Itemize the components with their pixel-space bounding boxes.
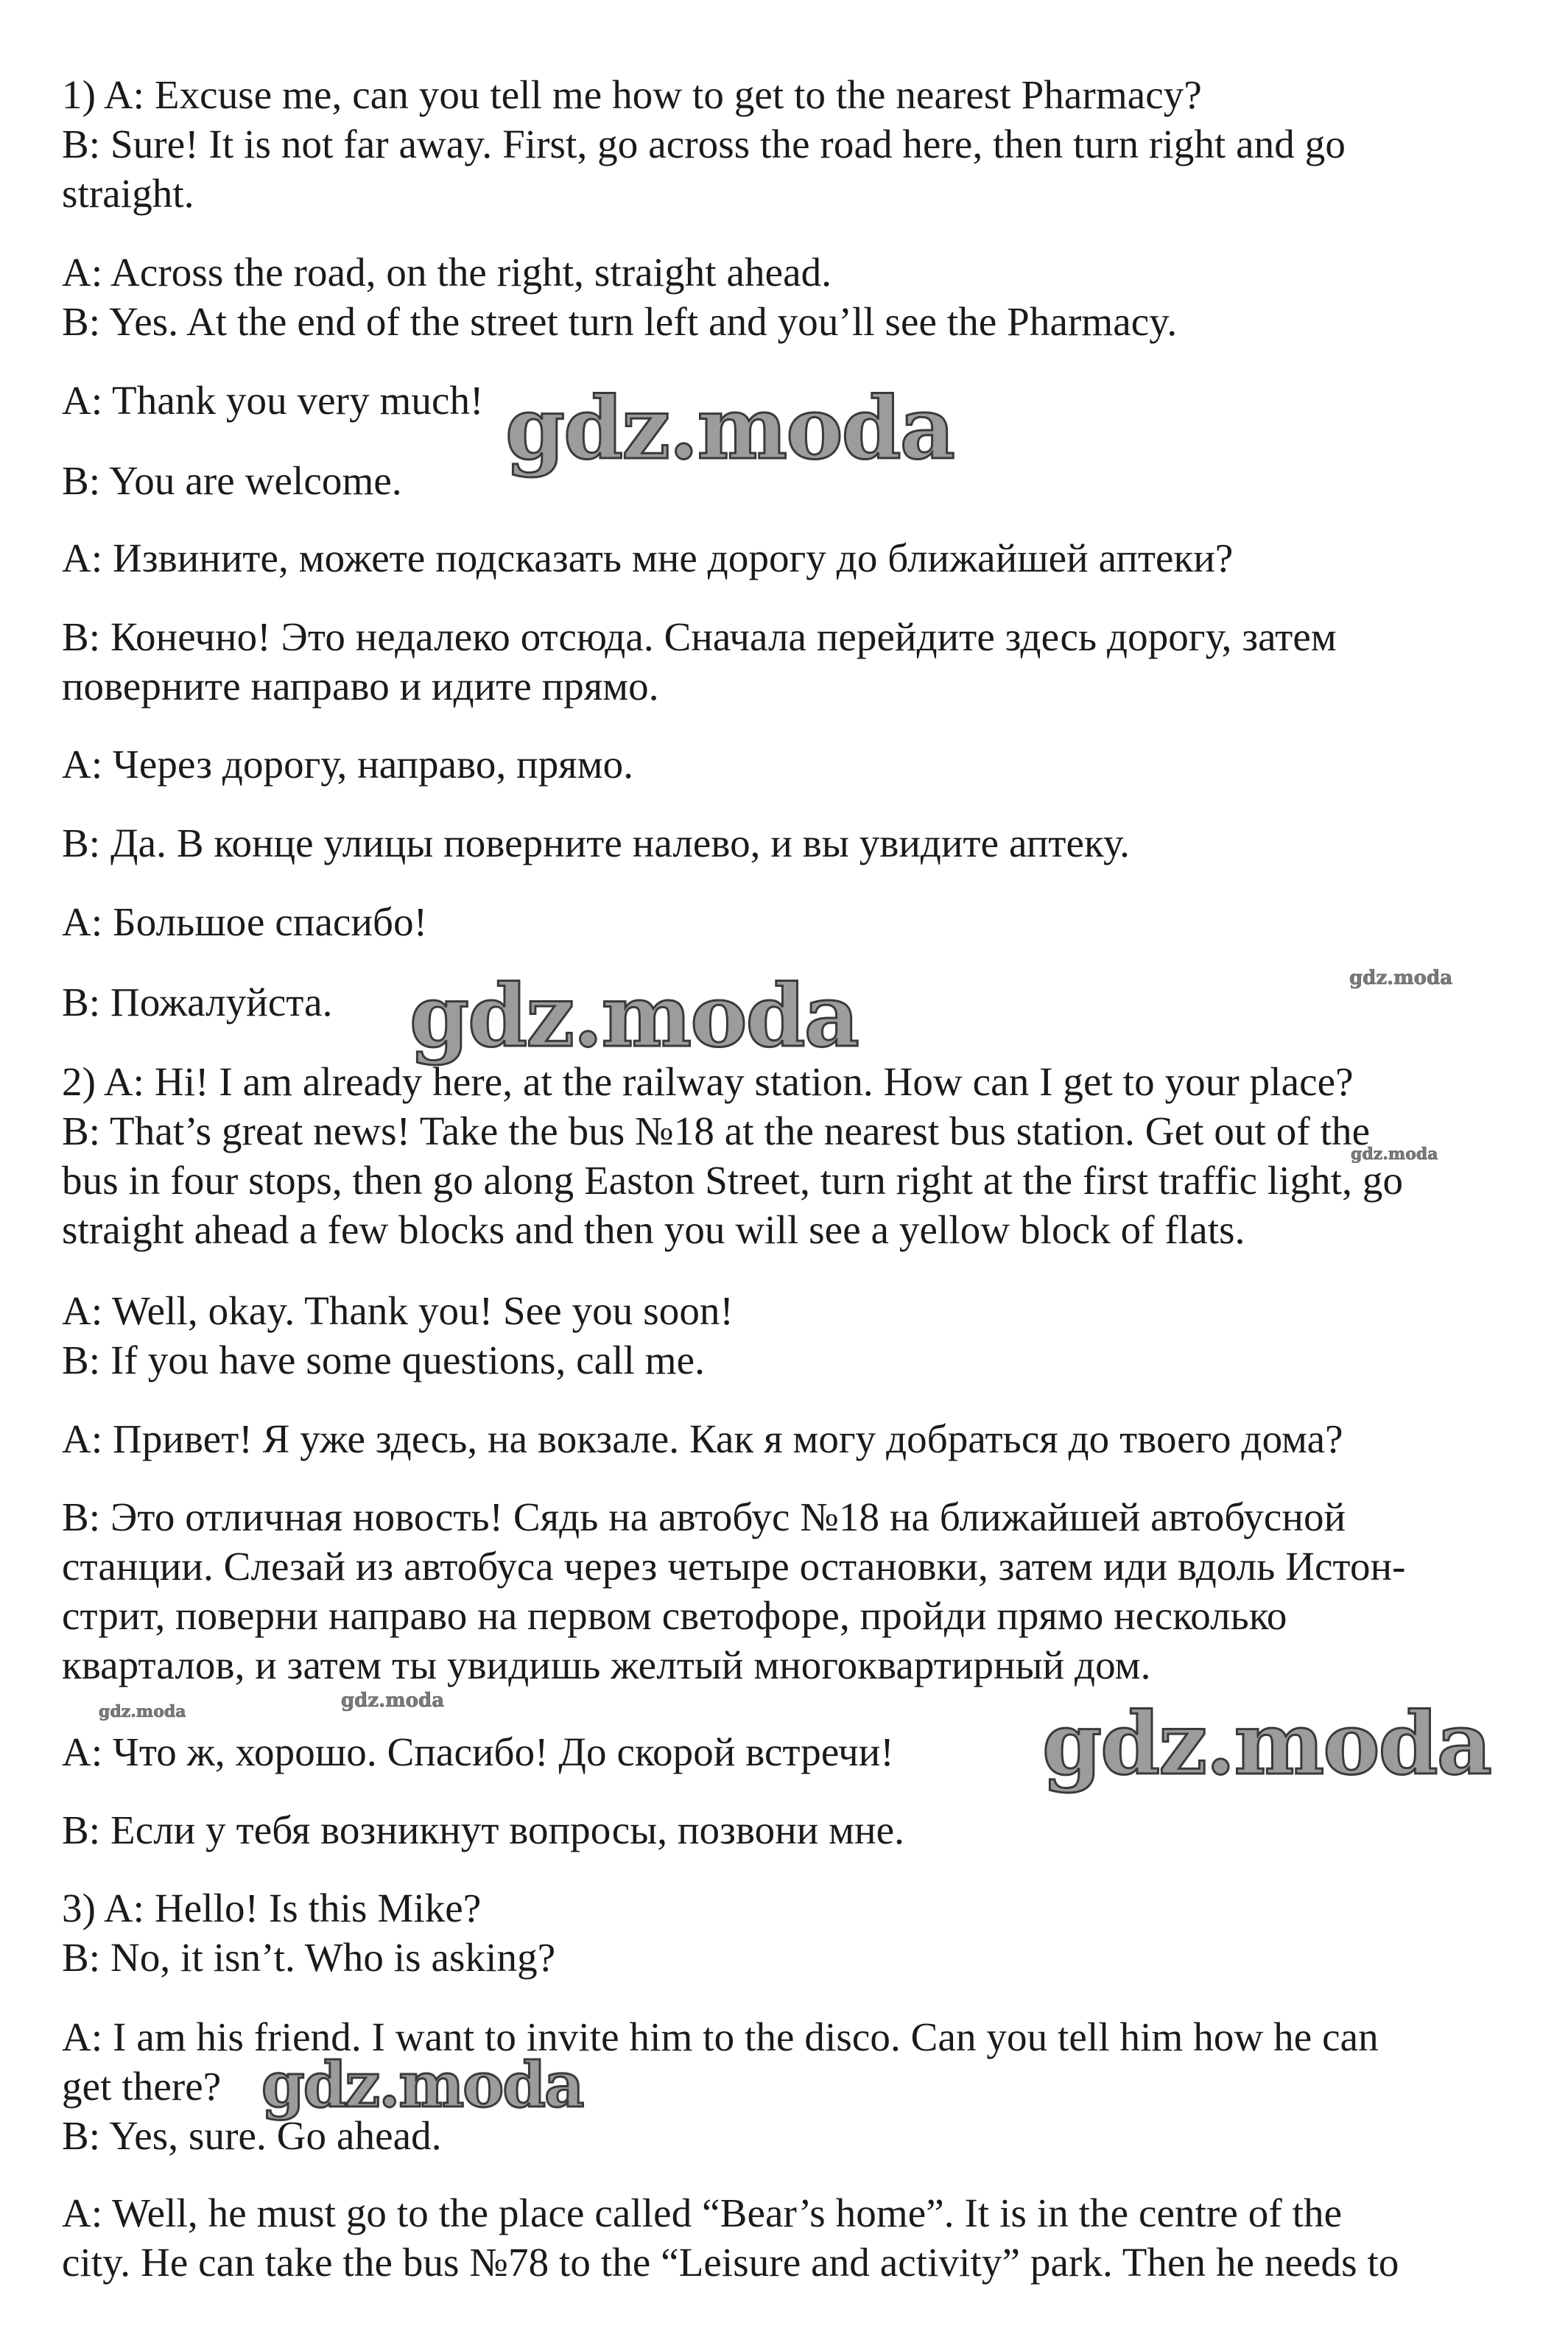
watermark: gdz.moda [99, 1702, 186, 1721]
text-line: B: Да. В конце улицы поверните налево, и вы увидите аптеку. [62, 820, 1130, 865]
text-line: B: Yes, sure. Go ahead. [62, 2113, 442, 2158]
text-line: станции. Слезай из автобуса через четыре остановки, затем иди вдоль Истон- [62, 1544, 1406, 1589]
text-line: A: Thank you very much! [62, 378, 484, 423]
text-line: A: I am his friend. I want to invite him to the disco. Can you tell him how he can [62, 2014, 1379, 2059]
text-line: 2) A: Hi! I am already here, at the railway station. How can I get to your place? [62, 1059, 1354, 1104]
text-line: B: That’s great news! Take the bus №18 at the nearest bus station. Get out of the [62, 1108, 1371, 1153]
watermark: gdz.moda [1351, 1145, 1438, 1164]
text-line: A: Большое спасибо! [62, 899, 428, 944]
text-line: A: Привет! Я уже здесь, на вокзале. Как я могу добраться до твоего дома? [62, 1416, 1343, 1461]
text-line: B: You are welcome. [62, 458, 402, 503]
text-line: get there? [62, 2064, 222, 2109]
text-line: B: Sure! It is not far away. First, go across the road here, then turn right and go [62, 122, 1346, 166]
text-line: B: If you have some questions, call me. [62, 1338, 706, 1382]
text-line: 1) A: Excuse me, can you tell me how to get to the nearest Pharmacy? [62, 72, 1202, 117]
text-line: кварталов, и затем ты увидишь желтый многоквартирный дом. [62, 1642, 1151, 1687]
text-line: стрит, поверни направо на первом светофоре, пройди прямо несколько [62, 1593, 1287, 1638]
text-line: straight. [62, 171, 194, 216]
text-line: A: Well, okay. Thank you! See you soon! [62, 1288, 734, 1333]
text-line: B: Yes. At the end of the street turn left and you’ll see the Pharmacy. [62, 299, 1178, 344]
text-line: B: Пожалуйста. [62, 980, 333, 1025]
watermark: gdz.moda [1349, 967, 1453, 989]
text-line: B: Это отличная новость! Сядь на автобус №18 на ближайшей автобусной [62, 1494, 1346, 1539]
text-line: B: No, it isn’t. Who is asking? [62, 1935, 556, 1980]
text-line: A: Across the road, on the right, straight ahead. [62, 250, 832, 295]
watermark: gdz.moda [341, 1690, 445, 1712]
text-line: A: Well, he must go to the place called “Bear’s home”. It is in the centre of the [62, 2190, 1343, 2235]
text-line: A: Что ж, хорошо. Спасибо! До скорой встречи! [62, 1729, 894, 1774]
text-line: B: Конечно! Это недалеко отсюда. Сначала перейдите здесь дорогу, затем [62, 614, 1337, 659]
text-line: A: Извините, можете подсказать мне дорогу до ближайшей аптеки? [62, 535, 1234, 580]
watermark: gdz.moda [409, 966, 858, 1066]
text-line: bus in four stops, then go along Easton Street, turn right at the first traffic light, go [62, 1158, 1404, 1203]
text-line: поверните направо и идите прямо. [62, 664, 659, 709]
text-line: city. He can take the bus №78 to the “Leisure and activity” park. Then he needs to [62, 2240, 1399, 2285]
watermark: gdz.moda [1042, 1694, 1491, 1794]
text-line: B: Если у тебя возникнут вопросы, позвони мне. [62, 1807, 904, 1852]
text-line: straight ahead a few blocks and then you will see a yellow block of flats. [62, 1207, 1245, 1252]
text-line: A: Через дорогу, направо, прямо. [62, 742, 634, 787]
text-line: 3) A: Hello! Is this Mike? [62, 1886, 482, 1930]
watermark: gdz.moda [505, 379, 954, 479]
watermark: gdz.moda [261, 2048, 583, 2121]
